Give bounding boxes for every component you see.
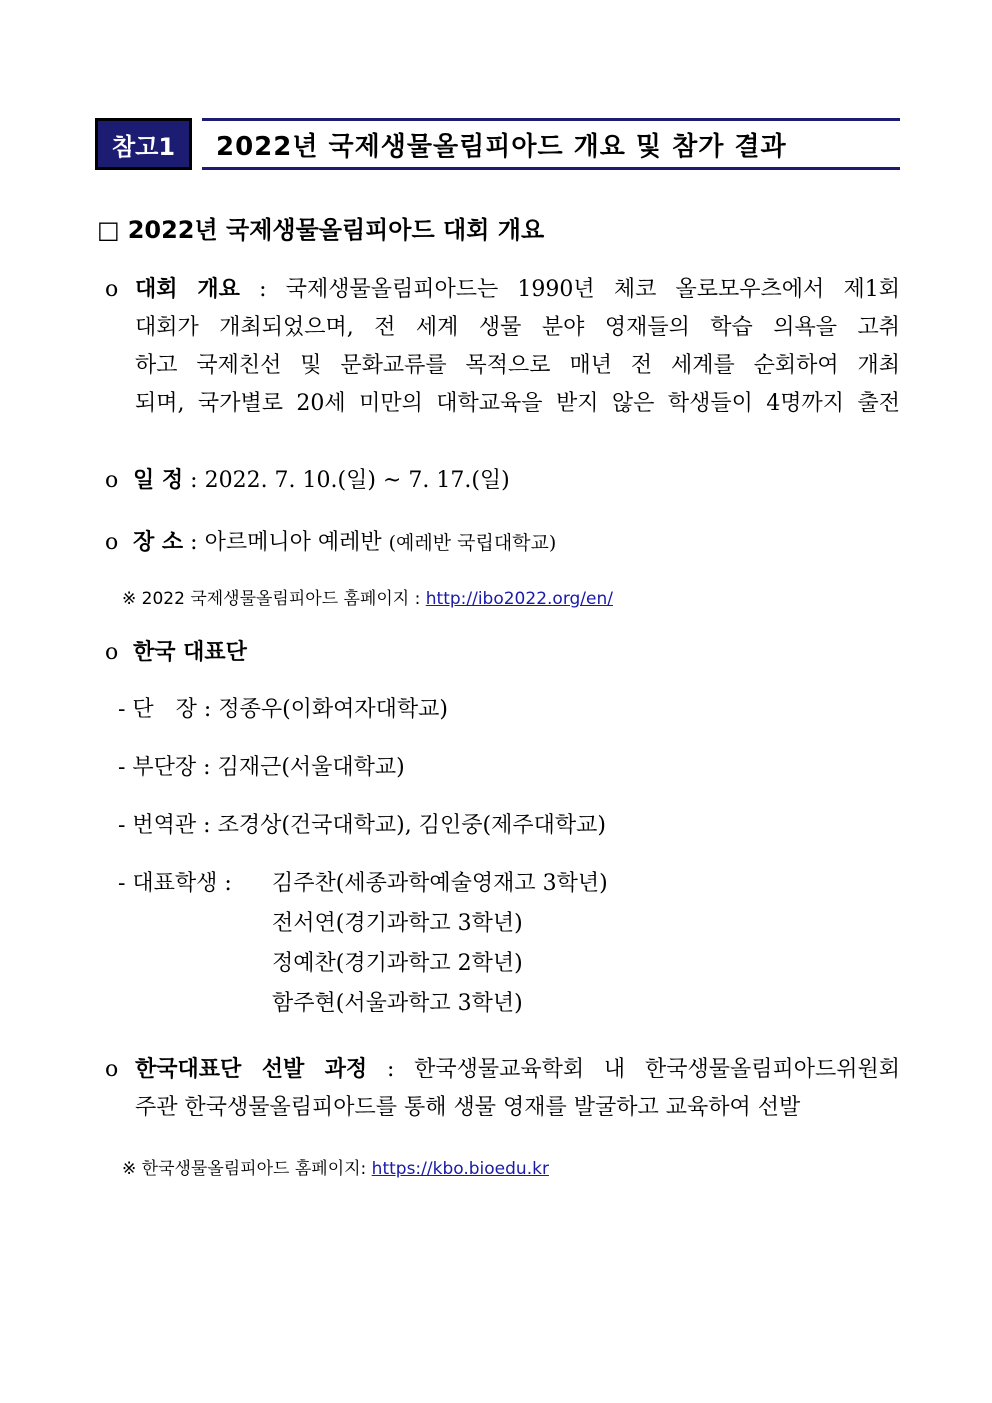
title-bar xyxy=(95,118,900,170)
section-heading xyxy=(97,210,544,245)
page-title: 2022년 국제생물올림피아드 개요 및 참가 결과 xyxy=(202,118,900,170)
overview-line-2: 대회가 개최되었으며, 전 세계 생물 분야 영재들의 학습 의욕을 고취 xyxy=(135,315,900,340)
bullet-icon: o xyxy=(105,530,119,555)
bullet-icon: o xyxy=(105,640,119,665)
team-item xyxy=(105,632,247,673)
overview-text-1: 국제생물올림피아드는 1990년 체코 올로모우츠에서 제1회 xyxy=(285,277,901,302)
section-title: 2022년 국제생물올림피아드 대회 개요 xyxy=(127,216,545,244)
student-2: 전서연(경기과학고 3학년) xyxy=(272,911,523,936)
venue-item xyxy=(105,522,556,563)
student-3: 정예찬(경기과학고 2학년) xyxy=(272,951,523,976)
schedule-item xyxy=(105,460,510,501)
overview-line-4: 되며, 국가별로 20세 미만의 대학교육을 받지 않은 학생들이 4명까지 출전 xyxy=(135,391,900,416)
ibo-homepage-link[interactable]: http://ibo2022.org/en/ xyxy=(425,589,613,609)
kbo-homepage-link[interactable]: https://kbo.bioedu.kr xyxy=(371,1159,549,1179)
ibo-homepage-note xyxy=(122,584,613,609)
checkbox-square-icon: □ xyxy=(97,216,120,244)
selection-line-2: 주관 한국생물올림피아드를 통해 생물 영재를 발굴하고 교육하여 선발 xyxy=(135,1095,801,1120)
ibo-note-text: ※ 2022 국제생물올림피아드 홈페이지 : xyxy=(122,589,421,609)
selection-paragraph xyxy=(105,1050,900,1127)
selection-text-1: 한국생물교육학회 내 한국생물올림피아드위원회 xyxy=(414,1057,900,1082)
overview-paragraph xyxy=(105,270,900,423)
reference-tag: 참고1 xyxy=(95,118,192,170)
bullet-icon: o xyxy=(105,277,119,302)
bullet-icon: o xyxy=(105,1057,119,1082)
team-students-label: - 대표학생 : xyxy=(118,871,232,896)
team-label: 한국 대표단 xyxy=(133,639,247,665)
selection-label: 한국대표단 선발 과정 xyxy=(135,1056,368,1082)
overview-line-3: 하고 국제친선 및 문화교류를 목적으로 매년 전 세계를 순회하여 개최 xyxy=(135,353,900,378)
venue-label: 장 소 xyxy=(133,529,184,555)
venue-detail: (예레반 국립대학교) xyxy=(388,532,557,554)
team-vice-leader: - 부단장 : 김재근(서울대학교) xyxy=(118,755,405,780)
schedule-label: 일 정 xyxy=(133,467,184,493)
team-translators: - 번역관 : 조경상(건국대학교), 김인중(제주대학교) xyxy=(118,813,606,838)
selection-sep: : xyxy=(386,1057,395,1082)
selection-line-1 xyxy=(105,1050,900,1089)
student-1: 김주찬(세종과학예술영재고 3학년) xyxy=(272,871,608,896)
kbo-note-text: ※ 한국생물올림피아드 홈페이지: xyxy=(122,1159,367,1179)
schedule-value: : 2022. 7. 10.(일) ~ 7. 17.(일) xyxy=(190,468,510,493)
venue-value: : 아르메니아 예레반 xyxy=(190,530,382,555)
overview-label: 대회 개요 xyxy=(135,276,240,302)
bullet-icon: o xyxy=(105,468,119,493)
overview-line-1 xyxy=(105,270,900,309)
student-4: 함주현(서울과학고 3학년) xyxy=(272,991,523,1016)
overview-sep: : xyxy=(259,277,267,302)
team-leader: - 단 장 : 정종우(이화여자대학교) xyxy=(118,697,449,722)
kbo-homepage-note xyxy=(122,1154,549,1179)
